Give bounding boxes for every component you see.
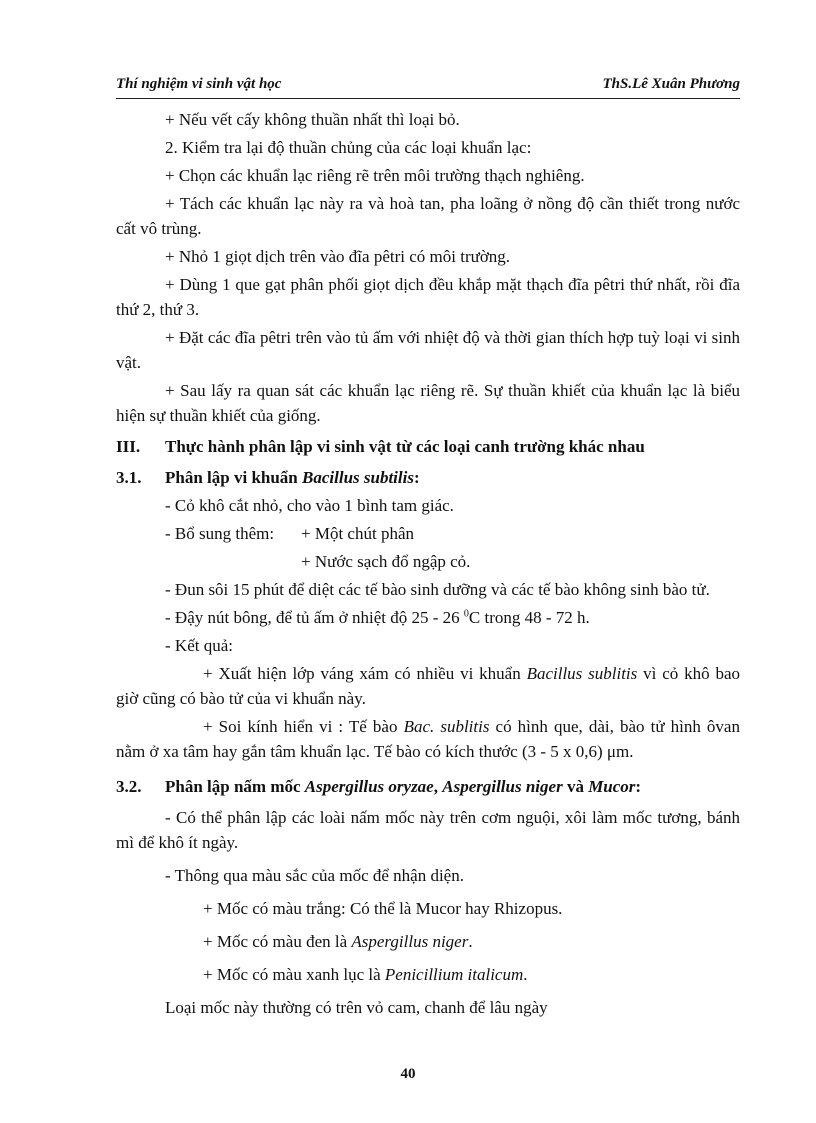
section-heading-3-2 (116, 774, 740, 799)
section-number: III. (116, 437, 141, 456)
species-name: Aspergillus oryzae (304, 777, 434, 796)
paragraph: + Dùng 1 que gạt phân phối giọt dịch đều khắp mặt thạch đĩa pêtri thứ nhất, rồi đĩa thứ 2, thứ 3. (116, 275, 740, 319)
supplement-item: + Một chút phân (301, 524, 414, 543)
supplement-label: - Bổ sung thêm: (165, 524, 275, 543)
text-run: vì cỏ khô bao giờ cũng có bào tử của vi khuẩn này. (116, 664, 740, 708)
section-title: Thực hành phân lập vi sinh vật từ các loại canh trường khác nhau (165, 437, 645, 456)
section-title: Phân lập vi khuẩn (165, 468, 303, 487)
page-header (116, 72, 740, 99)
paragraph: + Mốc có màu trắng: Có thể là Mucor hay Rhizopus. (203, 899, 563, 918)
text-run: . (468, 932, 473, 951)
text-run: + Soi kính hiển vi : Tế bào (203, 717, 404, 736)
paragraph: 2. Kiểm tra lại độ thuần chủng của các loại khuẩn lạc: (165, 138, 532, 157)
supplement-line (116, 549, 740, 574)
page-number: 40 (400, 1066, 416, 1082)
text-run: + Xuất hiện lớp váng xám có nhiều vi khuẩn (203, 664, 527, 683)
paragraph: Loại mốc này thường có trên vỏ cam, chanh để lâu ngày (165, 998, 548, 1017)
header-author: ThS.Lê Xuân Phương (602, 76, 740, 92)
species-name: Mucor (588, 777, 636, 796)
section-number: 3.2. (116, 777, 142, 796)
paragraph: - Đun sôi 15 phút để diệt các tế bào sinh dưỡng và các tế bào không sinh bào tử. (165, 580, 710, 599)
paragraph: - Có thể phân lập các loài nấm mốc này trên cơm nguội, xôi làm mốc tương, bánh mì để khô ít ngày. (116, 808, 740, 852)
section-title: Phân lập nấm mốc (165, 777, 305, 796)
section-title-colon: : (635, 777, 642, 796)
species-name: Aspergillus niger (442, 777, 563, 796)
species-name: Bac. sublitis (403, 717, 490, 736)
paragraph: - Thông qua màu sắc của mốc để nhận diện. (165, 866, 464, 885)
section-title: và (562, 777, 589, 796)
text-run: - Đậy nút bông, để tủ ấm ở nhiệt độ 25 - 26 (165, 608, 464, 627)
superscript: 0 (463, 608, 469, 620)
paragraph: + Chọn các khuẩn lạc riêng rẽ trên môi trường thạch nghiêng. (165, 166, 585, 185)
text-run: . (523, 965, 528, 984)
section-number: 3.1. (116, 468, 142, 487)
section-title-colon: : (413, 468, 420, 487)
text-run: + Mốc có màu đen là (203, 932, 352, 951)
section-heading-iii (116, 434, 740, 459)
supplement-line (116, 521, 740, 546)
paragraph (116, 605, 740, 630)
supplement-item: + Nước sạch đổ ngập cỏ. (301, 552, 471, 571)
paragraph (116, 929, 740, 954)
paragraph (116, 962, 740, 987)
text-run: có hình que, dài, bào tử hình ôvan nằm ở xa tâm hay gắn tâm khuẩn lạc. Tế bào có kích thước (3 - 5 x 0,6) μm. (116, 717, 740, 761)
species-name: Bacillus sublitis (526, 664, 638, 683)
paragraph: + Tách các khuẩn lạc này ra và hoà tan, pha loãng ở nồng độ cần thiết trong nước cất vô trùng. (116, 194, 740, 238)
paragraph: - Cỏ khô cắt nhỏ, cho vào 1 bình tam giác. (165, 496, 454, 515)
header-book-title: Thí nghiệm vi sinh vật học (116, 76, 282, 92)
paragraph: + Đặt các đĩa pêtri trên vào tủ ấm với nhiệt độ và thời gian thích hợp tuỳ loại vi sinh vật. (116, 328, 740, 372)
text-run: + Mốc có màu xanh lục là (203, 965, 385, 984)
paragraph (116, 661, 740, 711)
paragraph: + Nhỏ 1 giọt dịch trên vào đĩa pêtri có môi trường. (165, 247, 511, 266)
paragraph: + Nếu vết cấy không thuần nhất thì loại bỏ. (165, 110, 460, 129)
paragraph (116, 714, 740, 764)
paragraph: - Kết quả: (165, 636, 233, 655)
page-content (116, 107, 740, 1023)
section-heading-3-1 (116, 465, 740, 490)
paragraph: + Sau lấy ra quan sát các khuẩn lạc riêng rẽ. Sự thuần khiết của khuẩn lạc là biểu hiện sự thuần khiết của giống. (116, 381, 740, 425)
text-run: C trong 48 - 72 h. (468, 608, 590, 627)
species-name: Aspergillus niger (351, 932, 469, 951)
section-title: , (433, 777, 443, 796)
species-name: Penicillium italicum (384, 965, 524, 984)
species-name: Bacillus subtilis (302, 468, 414, 487)
